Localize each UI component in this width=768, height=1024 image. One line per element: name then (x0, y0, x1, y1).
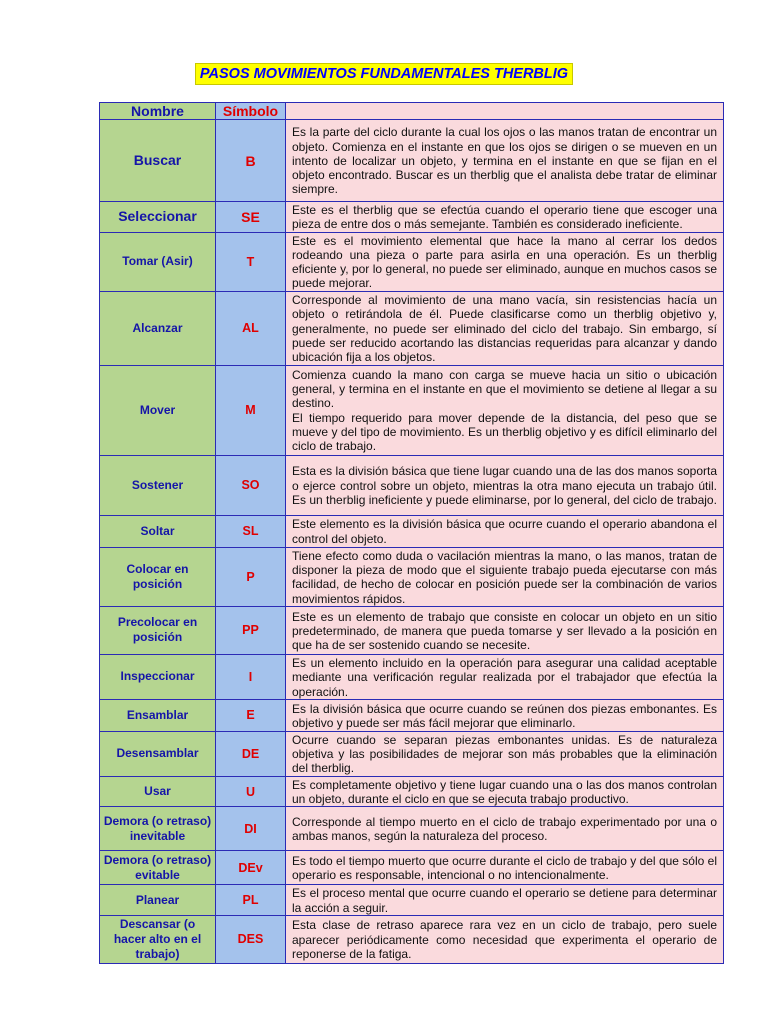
description-paragraph: Ocurre cuando se separan piezas embonantes unidas. Es de naturaleza objetiva y las posibilidades de mejorar son más probables que la eliminación del therblig. (292, 732, 717, 776)
therblig-description (286, 515, 724, 547)
therblig-name: Usar (100, 776, 216, 807)
table-row (100, 291, 724, 365)
therblig-description (286, 547, 724, 606)
table-row (100, 202, 724, 233)
table-row (100, 455, 724, 515)
therblig-description (286, 455, 724, 515)
header-description (286, 103, 724, 120)
therblig-symbol: PP (216, 606, 286, 654)
description-paragraph: Este elemento es la división básica que ocurre cuando el operario abandona el control del objeto. (292, 517, 717, 546)
therblig-description (286, 699, 724, 731)
therblig-name: Demora (o retraso) evitable (100, 851, 216, 885)
therblig-name: Alcanzar (100, 291, 216, 365)
therblig-name: Buscar (100, 120, 216, 202)
description-paragraph: Es la parte del ciclo durante la cual los ojos o las manos tratan de encontrar un objeto. Comienza en el instante en que los ojos se dirigen o se mueven en un intento de localizar un objeto, y termina en el instante en que se fijan en el objeto encontrado. Buscar es un therblig que el analista debe tratar de eliminar siempre. (292, 125, 717, 197)
therblig-description (286, 851, 724, 885)
description-paragraph: Tiene efecto como duda o vacilación mientras la mano, o las manos, tratan de disponer la pieza de modo que el siguiente trabajo pueda ejecutarse con más facilidad, de hecho de colocar en posición puede ser la combinación de varios movimientos rápidos. (292, 548, 717, 606)
table-row (100, 547, 724, 606)
therblig-symbol: E (216, 699, 286, 731)
header-name: Nombre (100, 103, 216, 120)
therblig-symbol: P (216, 547, 286, 606)
therblig-description (286, 885, 724, 916)
header-symbol: Símbolo (216, 103, 286, 120)
therblig-description (286, 365, 724, 455)
description-paragraph: Es el proceso mental que ocurre cuando el operario se detiene para determinar la acción a seguir. (292, 886, 717, 915)
description-paragraph: Este es el therblig que se efectúa cuando el operario tiene que escoger una pieza de entre dos o más semejante. También es considerado ineficiente. (292, 203, 717, 232)
therblig-symbol: SO (216, 455, 286, 515)
therblig-name: Colocar en posición (100, 547, 216, 606)
description-paragraph: Es la división básica que ocurre cuando se reúnen dos piezas embonantes. Es objetivo y puede ser más fácil mejorar que eliminarlo. (292, 701, 717, 730)
table-header-row (100, 103, 724, 120)
table-row (100, 699, 724, 731)
therblig-description (286, 807, 724, 851)
table-row (100, 851, 724, 885)
description-paragraph: Este es un elemento de trabajo que consiste en colocar un objeto en un sitio predeterminado, de manera que pueda tomarse y ser llevado a la posición en que ha de ser sostenido cuando se necesite. (292, 609, 717, 653)
table-row (100, 606, 724, 654)
description-paragraph: El tiempo requerido para mover depende de la distancia, del peso que se mueve y del tipo de movimiento. Es un therblig objetivo y es difícil eliminarlo del ciclo de trabajo. (292, 410, 717, 454)
description-paragraph: Este es el movimiento elemental que hace la mano al cerrar los dedos rodeando una pieza o parte para asirla en una operación. Es un therblig eficiente y, por lo general, no puede ser eliminado, aunque en muchos casos se puede mejorar. (292, 233, 717, 291)
therblig-symbol: T (216, 232, 286, 291)
therblig-symbol: U (216, 776, 286, 807)
table-row (100, 731, 724, 776)
table-row (100, 776, 724, 807)
description-paragraph: Esta clase de retraso aparece rara vez en un ciclo de trabajo, pero suele aparecer periódicamente como necesidad que experimenta el operario de reponerse de la fatiga. (292, 918, 717, 962)
table-row (100, 807, 724, 851)
therblig-name: Demora (o retraso) inevitable (100, 807, 216, 851)
therblig-symbol: SL (216, 515, 286, 547)
therblig-description (286, 232, 724, 291)
therblig-name: Descansar (o hacer alto en el trabajo) (100, 915, 216, 963)
description-paragraph: Es completamente objetivo y tiene lugar cuando una o las dos manos controlan un objeto, durante el ciclo en que se ejecuta trabajo productivo. (292, 777, 717, 807)
therblig-symbol: M (216, 365, 286, 455)
therblig-description (286, 120, 724, 202)
therblig-description (286, 291, 724, 365)
therblig-description (286, 654, 724, 699)
therblig-table (99, 102, 724, 964)
description-paragraph: Corresponde al tiempo muerto en el ciclo de trabajo experimentado por una o ambas manos, según la naturaleza del proceso. (292, 815, 717, 844)
table-row (100, 915, 724, 963)
therblig-description (286, 915, 724, 963)
therblig-name: Planear (100, 885, 216, 916)
table-row (100, 120, 724, 202)
therblig-symbol: I (216, 654, 286, 699)
therblig-description (286, 202, 724, 233)
therblig-name: Mover (100, 365, 216, 455)
title-container (0, 63, 768, 85)
therblig-name: Sostener (100, 455, 216, 515)
therblig-symbol: AL (216, 291, 286, 365)
table-row (100, 885, 724, 916)
therblig-name: Precolocar en posición (100, 606, 216, 654)
therblig-name: Ensamblar (100, 699, 216, 731)
therblig-name: Seleccionar (100, 202, 216, 233)
table-row (100, 365, 724, 455)
therblig-name: Soltar (100, 515, 216, 547)
therblig-description (286, 776, 724, 807)
therblig-symbol: DI (216, 807, 286, 851)
description-paragraph: Es todo el tiempo muerto que ocurre durante el ciclo de trabajo y del que sólo el operario es responsable, intencional o no intencionalmente. (292, 854, 717, 883)
therblig-name: Inspeccionar (100, 654, 216, 699)
therblig-symbol: DES (216, 915, 286, 963)
table-row (100, 232, 724, 291)
table-row (100, 515, 724, 547)
therblig-description (286, 731, 724, 776)
description-paragraph: Es un elemento incluido en la operación para asegurar una calidad aceptable mediante una verificación regular realizada por el trabajador que efectúa la operación. (292, 655, 717, 699)
therblig-symbol: DEv (216, 851, 286, 885)
page-title: PASOS MOVIMIENTOS FUNDAMENTALES THERBLIG (195, 63, 573, 85)
therblig-name: Tomar (Asir) (100, 232, 216, 291)
description-paragraph: Corresponde al movimiento de una mano vacía, sin resistencias hacía un objeto o retirándola de él. Puede clasificarse como un therblig objetivo y, generalmente, no puede ser eliminado del ciclo del trabajo. Sin embargo, sí puede ser reducido acortando las distancias requeridas para alcanzar y dando ubicación fija a los objetos. (292, 293, 717, 365)
therblig-symbol: B (216, 120, 286, 202)
therblig-symbol: SE (216, 202, 286, 233)
description-paragraph: Esta es la división básica que tiene lugar cuando una de las dos manos soporta o ejerce control sobre un objeto, mientras la otra mano ejecuta un trabajo útil. Es un therblig ineficiente y puede eliminarse, por lo general, del ciclo de trabajo. (292, 464, 717, 507)
table-row (100, 654, 724, 699)
therblig-description (286, 606, 724, 654)
therblig-symbol: DE (216, 731, 286, 776)
therblig-name: Desensamblar (100, 731, 216, 776)
description-paragraph: Comienza cuando la mano con carga se mueve hacia un sitio o ubicación general, y termina en el instante en que el movimiento se detiene al llegar a su destino. (292, 367, 717, 411)
therblig-symbol: PL (216, 885, 286, 916)
